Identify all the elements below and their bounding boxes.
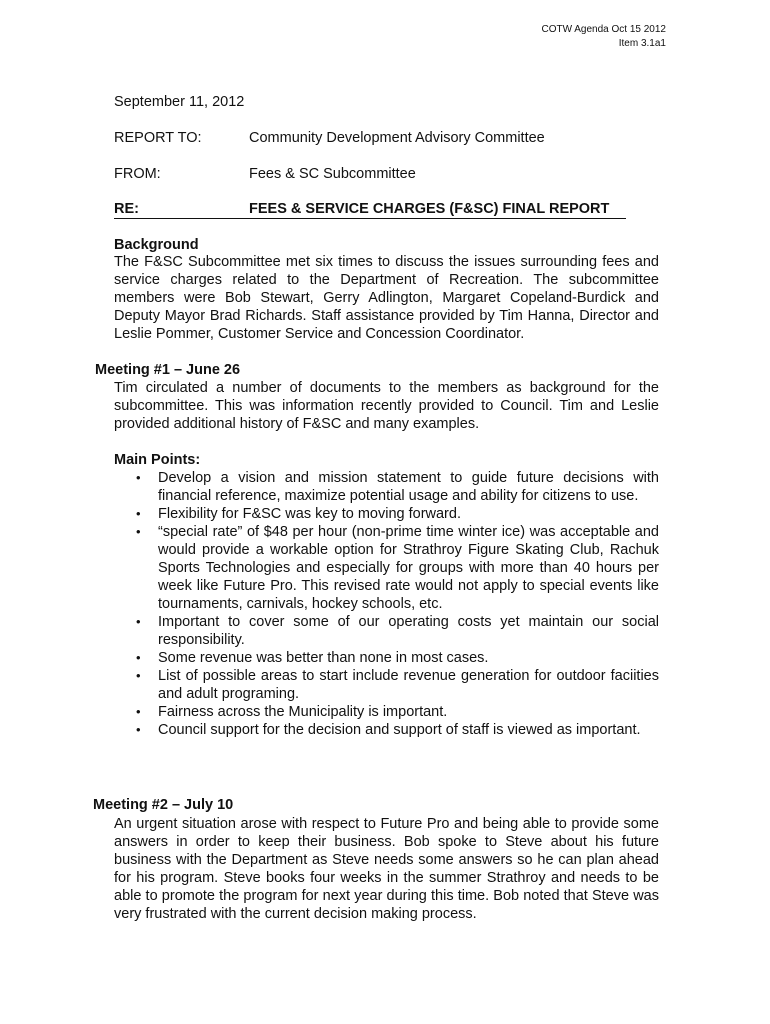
point-text: Fairness across the Municipality is important. bbox=[158, 704, 448, 720]
point-text: Council support for the decision and support of staff is viewed as important. bbox=[158, 722, 641, 738]
memo-date: September 11, 2012 bbox=[114, 94, 245, 110]
meeting1-heading: Meeting #1 – June 26 bbox=[95, 362, 241, 378]
point-text: Some revenue was better than none in most cases. bbox=[158, 650, 489, 666]
report-to-label: REPORT TO: bbox=[114, 130, 202, 146]
meeting1-paragraph: Tim circulated a number of documents to the members as background for the subcommittee. This was information recently provided to Council. Tim and Leslie provided additional history of F&SC and many examples. bbox=[114, 380, 659, 432]
bullet: • bbox=[136, 524, 141, 539]
point-text: “special rate” of $48 per hour (non-prime time winter ice) was acceptable and would provide a workable option for Strathroy Figure Skating Club, Rachuk Sports Technologies and especially for groups with more than 40 hours per week like Future Pro. This revised rate would not apply to special events like tournaments, carnivals, hockey schools, etc. bbox=[158, 524, 659, 612]
meeting2-paragraph: An urgent situation arose with respect to Future Pro and being able to provide some answers in order to keep their business. Bob spoke to Steve about his future business with the Department as Steve needs some answers so he can plan ahead for his program. Steve books four weeks in the summer Strathroy and needs to be able to promote the program for next year during this time. Bob noted that Steve was very frustrated with the current decision making process. bbox=[114, 816, 659, 922]
point-text: Important to cover some of our operating costs yet maintain our social responsibility. bbox=[158, 614, 659, 648]
background-heading: Background bbox=[114, 237, 199, 253]
from-value: Fees & SC Subcommittee bbox=[249, 166, 416, 182]
item-ref-line: Item 3.1a1 bbox=[618, 38, 666, 49]
meeting2-heading: Meeting #2 – July 10 bbox=[93, 797, 234, 813]
list-item bbox=[114, 721, 659, 739]
re-underline bbox=[114, 218, 626, 219]
report-to-value: Community Development Advisory Committee bbox=[249, 130, 545, 146]
bullet: • bbox=[136, 722, 141, 737]
bullet: • bbox=[136, 614, 141, 629]
list-item bbox=[114, 613, 659, 649]
bullet: • bbox=[136, 668, 141, 683]
list-item bbox=[114, 523, 659, 613]
point-text: Develop a vision and mission statement to guide future decisions with financial reference, maximize potential usage and ability for citizens to use. bbox=[158, 470, 659, 504]
bullet: • bbox=[136, 506, 141, 521]
list-item bbox=[114, 649, 659, 667]
re-label: RE: bbox=[114, 201, 139, 217]
background-paragraph: The F&SC Subcommittee met six times to discuss the issues surrounding fees and service charges related to the Department of Recreation. The subcommittee members were Bob Stewart, Gerry Adlington, Margaret Copeland-Burdick and Deputy Mayor Brad Richards. Staff assistance provided by Tim Hanna, Director and Leslie Pommer, Customer Service and Concession Coordinator. bbox=[114, 254, 659, 342]
bullet: • bbox=[136, 704, 141, 719]
bullet: • bbox=[136, 470, 141, 485]
agenda-ref-line: COTW Agenda Oct 15 2012 bbox=[541, 24, 666, 35]
list-item bbox=[114, 469, 659, 505]
agenda-reference bbox=[541, 23, 666, 51]
point-text: List of possible areas to start include revenue generation for outdoor faciities and adult programing. bbox=[158, 668, 659, 702]
point-text: Flexibility for F&SC was key to moving forward. bbox=[158, 506, 461, 522]
list-item bbox=[114, 667, 659, 703]
bullet: • bbox=[136, 650, 141, 665]
re-value: FEES & SERVICE CHARGES (F&SC) FINAL REPORT bbox=[249, 201, 610, 217]
list-item bbox=[114, 505, 659, 523]
main-points-heading: Main Points: bbox=[114, 452, 201, 468]
from-label: FROM: bbox=[114, 166, 161, 182]
list-item bbox=[114, 703, 659, 721]
main-points-list bbox=[114, 469, 659, 739]
